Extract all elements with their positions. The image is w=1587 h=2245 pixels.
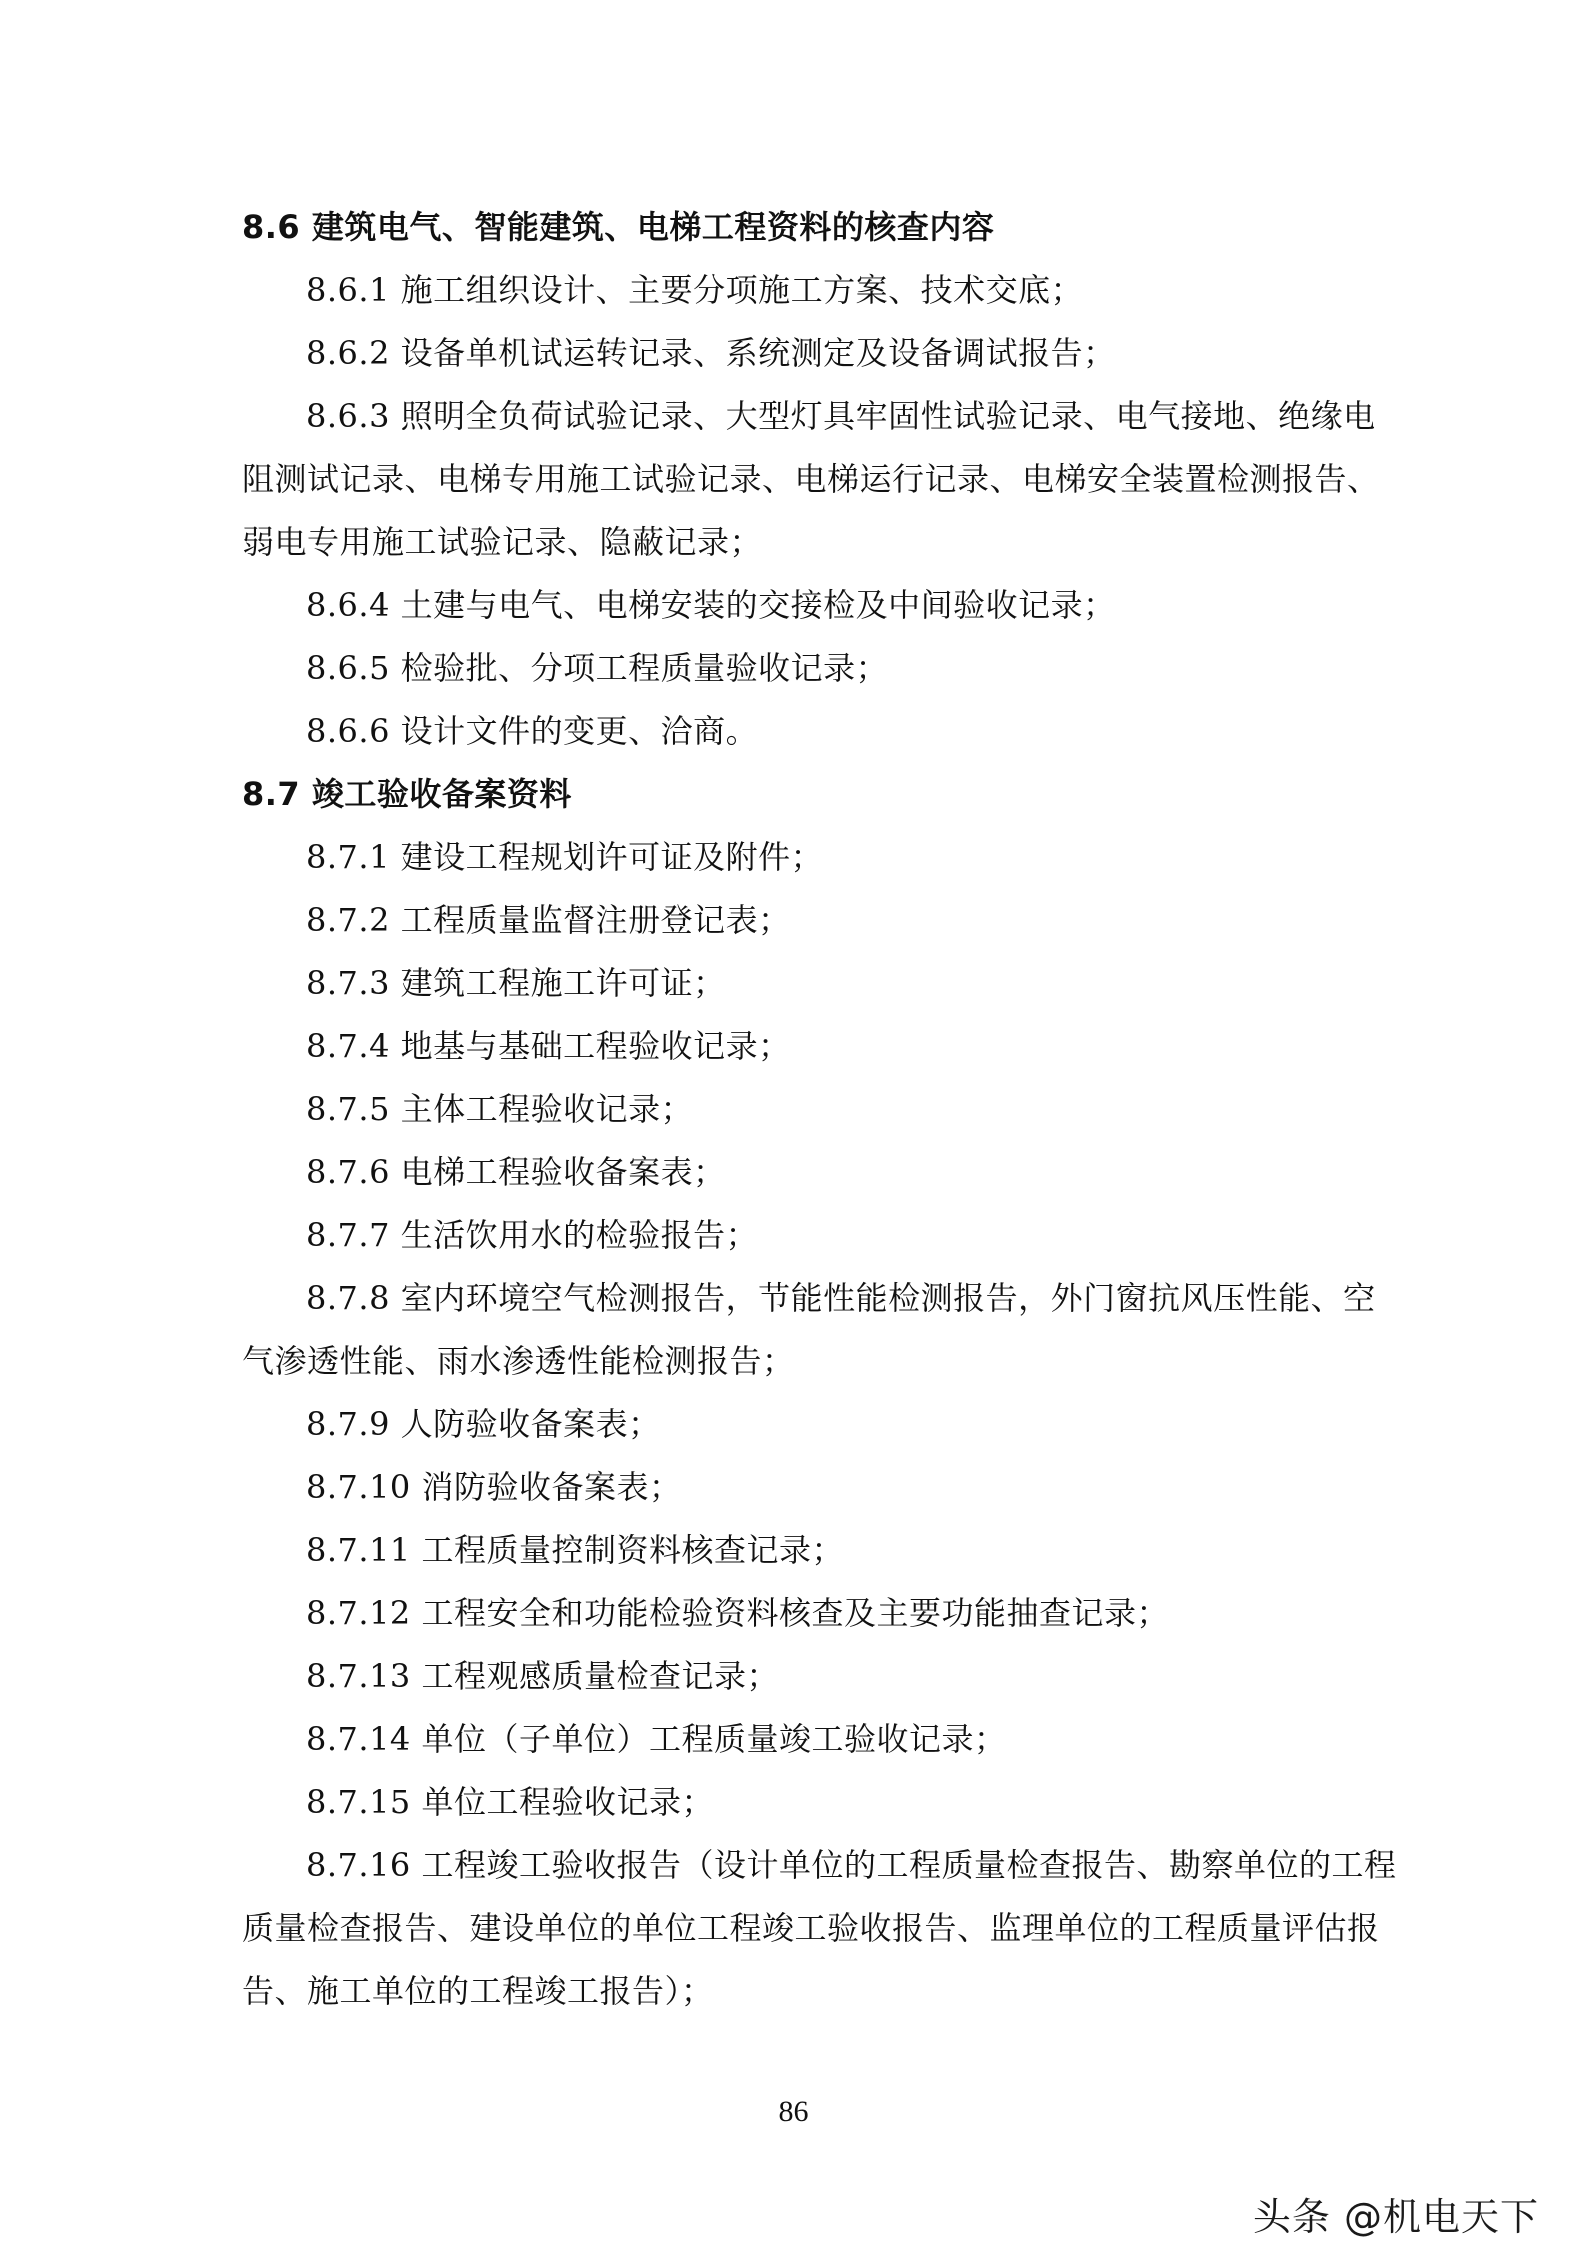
list-item-8-7-6: 8.7.6 电梯工程验收备案表； — [306, 1153, 726, 1191]
watermark: 头条 @机电天下 — [1252, 2195, 1539, 2239]
list-item-8-6-2: 8.6.2 设备单机试运转记录、系统测定及设备调试报告； — [306, 334, 1116, 372]
list-item-8-7-10: 8.7.10 消防验收备案表； — [306, 1468, 682, 1506]
list-item-8-6-3-line3: 弱电专用施工试验记录、隐蔽记录； — [242, 523, 763, 561]
list-item-8-6-6: 8.6.6 设计文件的变更、洽商。 — [306, 712, 759, 750]
list-item-8-6-3-line1: 8.6.3 照明全负荷试验记录、大型灯具牢固性试验记录、电气接地、绝缘电 — [306, 397, 1376, 435]
list-item-8-7-16-line1: 8.7.16 工程竣工验收报告（设计单位的工程质量检查报告、勘察单位的工程 — [306, 1846, 1397, 1884]
list-item-8-7-3: 8.7.3 建筑工程施工许可证； — [306, 964, 726, 1002]
list-item-8-7-2: 8.7.2 工程质量监督注册登记表； — [306, 901, 791, 939]
list-item-8-6-1: 8.6.1 施工组织设计、主要分项施工方案、技术交底； — [306, 271, 1084, 309]
page-number: 86 — [778, 2095, 809, 2128]
list-item-8-7-13: 8.7.13 工程观感质量检查记录； — [306, 1657, 779, 1695]
document-body — [242, 196, 1397, 2023]
section-heading-8-7: 8.7 竣工验收备案资料 — [242, 775, 572, 813]
list-item-8-7-15: 8.7.15 单位工程验收记录； — [306, 1783, 714, 1821]
list-item-8-7-4: 8.7.4 地基与基础工程验收记录； — [306, 1027, 791, 1065]
list-item-8-7-1: 8.7.1 建设工程规划许可证及附件； — [306, 838, 824, 876]
section-heading-8-6: 8.6 建筑电气、智能建筑、电梯工程资料的核查内容 — [242, 208, 995, 246]
list-item-8-7-11: 8.7.11 工程质量控制资料核查记录； — [306, 1531, 844, 1569]
list-item-8-7-16-line2: 质量检查报告、建设单位的单位工程竣工验收报告、监理单位的工程质量评估报 — [242, 1909, 1380, 1947]
list-item-8-7-12: 8.7.12 工程安全和功能检验资料核查及主要功能抽查记录； — [306, 1594, 1169, 1632]
list-item-8-7-14: 8.7.14 单位（子单位）工程质量竣工验收记录； — [306, 1720, 1007, 1758]
list-item-8-7-16-line3: 告、施工单位的工程竣工报告）； — [242, 1972, 714, 2010]
list-item-8-6-4: 8.6.4 土建与电气、电梯安装的交接检及中间验收记录； — [306, 586, 1116, 624]
list-item-8-7-9: 8.7.9 人防验收备案表； — [306, 1405, 661, 1443]
list-item-8-7-8-line1: 8.7.8 室内环境空气检测报告，节能性能检测报告，外门窗抗风压性能、空 — [306, 1279, 1376, 1317]
list-item-8-6-3-line2: 阻测试记录、电梯专用施工试验记录、电梯运行记录、电梯安全装置检测报告、 — [242, 460, 1380, 498]
list-item-8-6-5: 8.6.5 检验批、分项工程质量验收记录； — [306, 649, 889, 687]
list-item-8-7-5: 8.7.5 主体工程验收记录； — [306, 1090, 694, 1128]
list-item-8-7-7: 8.7.7 生活饮用水的检验报告； — [306, 1216, 759, 1254]
list-item-8-7-8-line2: 气渗透性能、雨水渗透性能检测报告； — [242, 1342, 795, 1380]
